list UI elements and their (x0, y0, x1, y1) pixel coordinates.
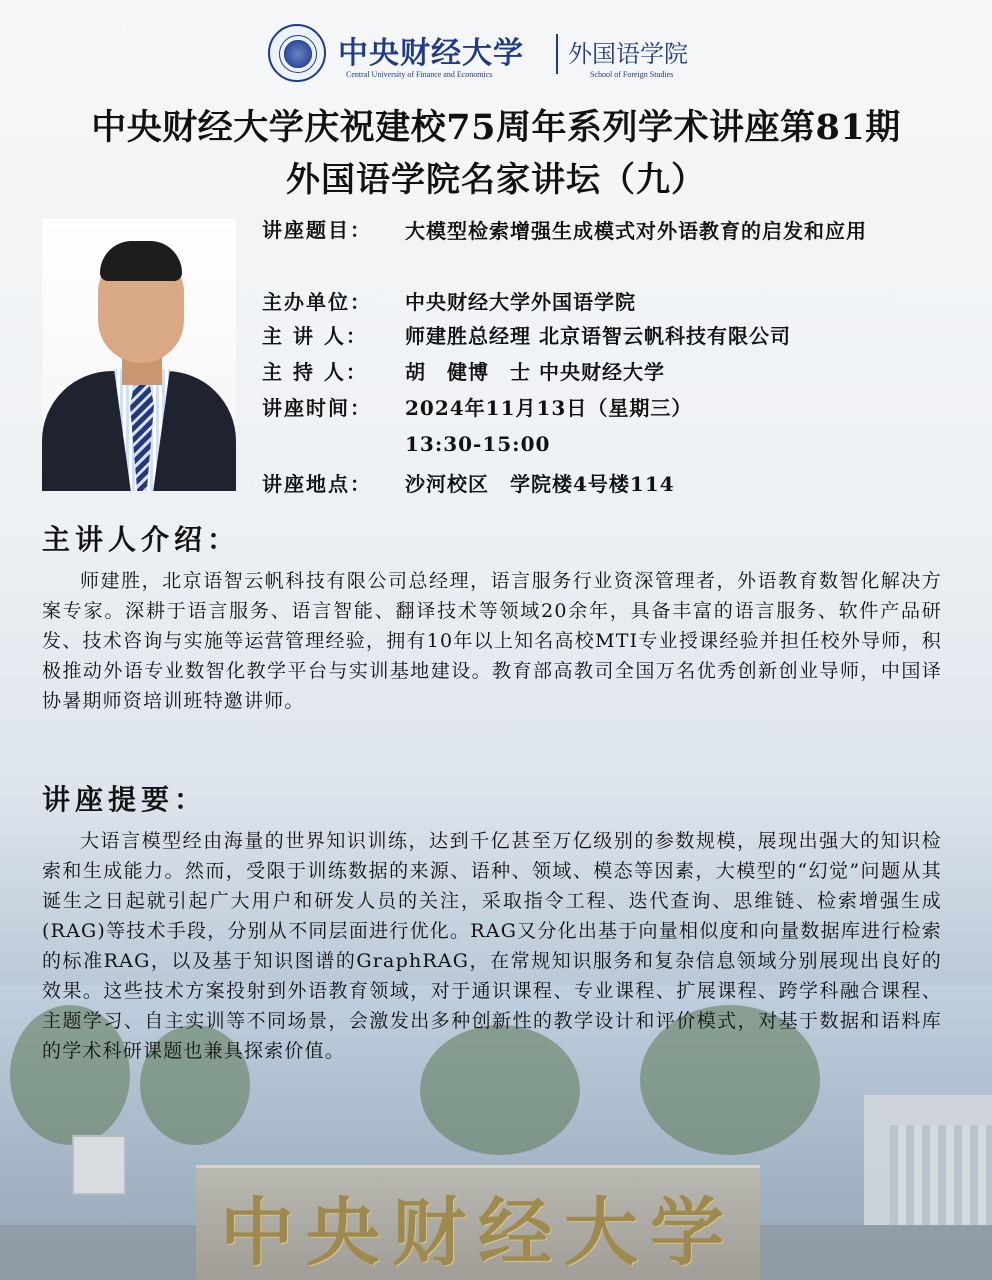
info-row-topic (262, 214, 952, 248)
header-logo-bar (0, 22, 992, 84)
time-value-hours: 13:30-15:00 (405, 432, 551, 456)
host-org-value: 中央财经大学外国语学院 (405, 290, 636, 314)
lecture-summary-heading: 讲座提要： (42, 783, 208, 816)
poster-subtitle: 外国语学院名家讲坛（九） (286, 160, 706, 200)
time-label: 讲座时间： (262, 396, 372, 420)
campus-stone-text: 中央财经大学 (220, 1190, 736, 1276)
info-row-time (262, 392, 952, 421)
moderator-label: 主 持 人： (262, 360, 368, 384)
topic-label: 讲座题目： (262, 218, 372, 242)
info-row-speaker (262, 320, 952, 349)
speaker-label: 主 讲 人： (262, 324, 368, 348)
seal-emblem (279, 35, 317, 73)
info-row-moderator (262, 356, 952, 385)
info-row-time-hours (262, 432, 952, 456)
school-name-cn: 外国语学院 (568, 40, 688, 68)
poster-title: 中央财经大学庆祝建校75周年系列学术讲座第81期 (91, 107, 901, 148)
topic-value: 大模型检索增强生成模式对外语教育的启发和应用 (405, 219, 867, 243)
photo-hair (100, 241, 182, 281)
campus-gatehouse (72, 1135, 126, 1195)
lecture-summary-body: 大语言模型经由海量的世界知识训练，达到千亿甚至万亿级别的参数规模，展现出强大的知识检索和生成能力。然而，受限于训练数据的来源、语种、领域、模态等因素，大模型的“幻觉”问题从其诞生之日起就引起广大用户和研发人员的关注，采取指令工程、迭代查询、思维链、检索增强生成(RAG)等技术手段，分别从不同层面进行优化。RAG又分化出基于向量相似度和向量数据库进行检索的标准RAG，以及基于知识图谱的GraphRAG，在常规知识服务和复杂信息领域分别展现出良好的效果。这些技术方案投射到外语教育领域，对于通识课程、专业课程、扩展课程、跨学科融合课程、主题学习、自主实训等不同场景，会激发出多种创新性的教学设计和评价模式，对基于数据和语料库的学术科研课题也兼具探索价值。 (42, 830, 942, 1062)
speaker-intro-heading: 主讲人介绍： (42, 523, 241, 556)
header-divider (556, 34, 558, 74)
speaker-photo (42, 219, 236, 491)
university-name-cn: 中央财经大学 (338, 36, 524, 71)
host-org-label: 主办单位： (262, 290, 372, 314)
campus-name-stone (196, 1165, 760, 1280)
school-name-en: School of Foreign Studies (590, 70, 674, 79)
university-name-en: Central University of Finance and Economics (346, 70, 493, 79)
university-seal-icon (268, 24, 326, 82)
venue-value: 沙河校区 学院楼4号楼114 (405, 472, 675, 496)
moderator-value: 胡 健博 士 中央财经大学 (405, 360, 665, 384)
time-value-date: 2024年11月13日（星期三） (405, 396, 693, 420)
speaker-value: 师建胜总经理 北京语智云帆科技有限公司 (405, 324, 791, 348)
speaker-intro-body: 师建胜，北京语智云帆科技有限公司总经理，语言服务行业资深管理者，外语教育数智化解决方案专家。深耕于语言服务、语言智能、翻译技术等领域20余年，具备丰富的语言服务、软件产品研发、技术咨询与实施等运营管理经验，拥有10年以上知名高校MTI专业授课经验并担任校外导师，积极推动外语专业数智化教学平台与实训基地建设。教育部高教司全国万名优秀创新创业导师，中国译协暑期师资培训班特邀讲师。 (42, 570, 942, 712)
venue-label: 讲座地点： (262, 472, 372, 496)
info-row-host-org (262, 286, 952, 315)
campus-building-windows (890, 1125, 992, 1225)
info-row-venue (262, 468, 952, 497)
